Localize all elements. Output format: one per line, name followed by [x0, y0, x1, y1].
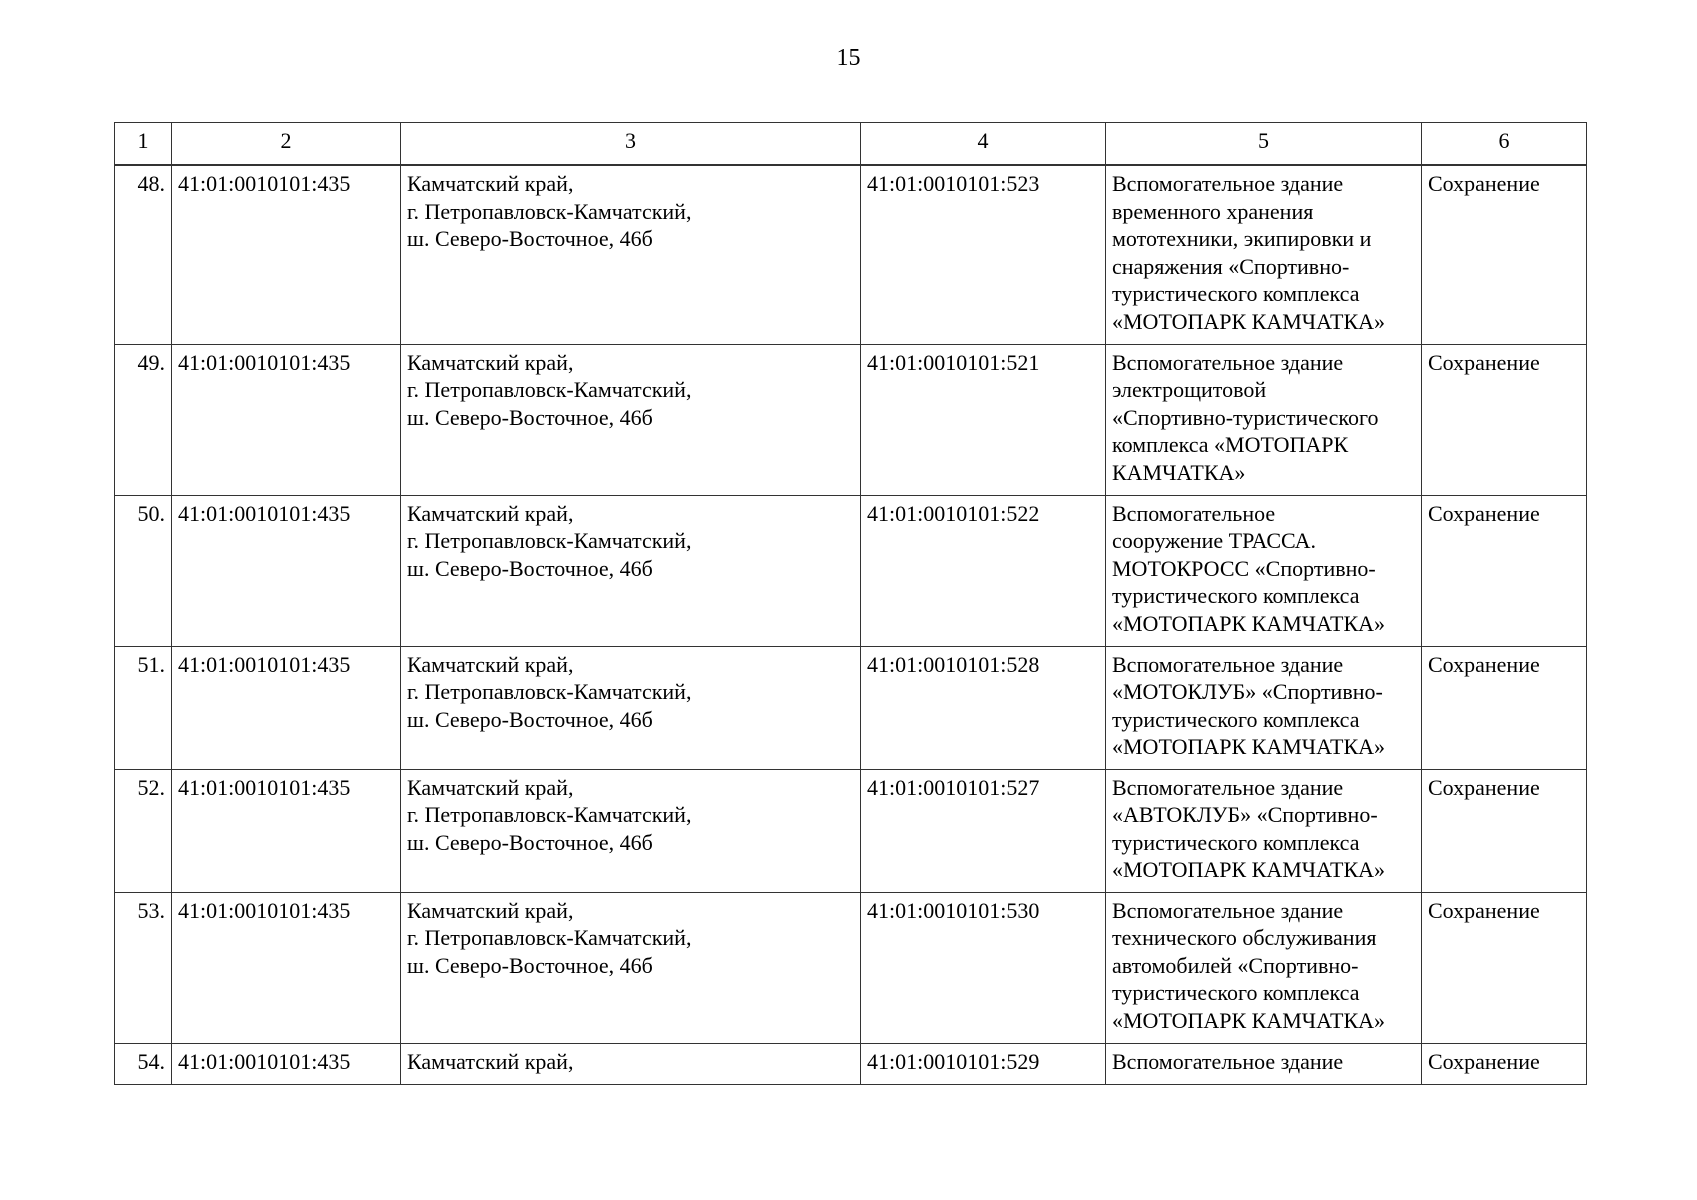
action-cell: Сохранение — [1422, 495, 1587, 646]
parcel-number-cell: 41:01:0010101:435 — [172, 769, 401, 892]
table-row — [115, 769, 1587, 892]
cell-line: Вспомогательное здание — [1112, 171, 1344, 196]
address-cell — [401, 646, 861, 769]
cell-line: туристического комплекса — [1112, 706, 1360, 732]
action-cell: Сохранение — [1422, 892, 1587, 1043]
cell-line: г. Петропавловск-Камчатский, — [407, 377, 692, 403]
table-header-row — [115, 123, 1587, 166]
address-cell — [401, 165, 861, 344]
object-name-cell — [1106, 344, 1422, 495]
column-header: 5 — [1106, 123, 1422, 166]
object-name-cell — [1106, 769, 1422, 892]
cell-line: ш. Северо-Восточное, 46б — [407, 952, 653, 978]
cell-line: комплекса «МОТОПАРК — [1112, 432, 1349, 458]
object-number-cell: 41:01:0010101:527 — [861, 769, 1106, 892]
cell-line: г. Петропавловск-Камчатский, — [407, 679, 692, 705]
object-name-cell — [1106, 646, 1422, 769]
row-number-cell: 53. — [115, 892, 172, 1043]
cell-line: Камчатский край, — [407, 651, 574, 677]
row-number-cell: 52. — [115, 769, 172, 892]
column-header: 6 — [1422, 123, 1587, 166]
address-cell — [401, 892, 861, 1043]
cell-line: «МОТОПАРК КАМЧАТКА» — [1112, 734, 1386, 760]
parcel-number-cell: 41:01:0010101:435 — [172, 1043, 401, 1084]
cell-line: Камчатский край, — [407, 774, 574, 800]
cell-line: Вспомогательное здание — [1112, 1048, 1344, 1074]
object-name-cell — [1106, 495, 1422, 646]
column-header: 1 — [115, 123, 172, 166]
action-cell: Сохранение — [1422, 769, 1587, 892]
object-number-cell: 41:01:0010101:522 — [861, 495, 1106, 646]
cell-line: ш. Северо-Восточное, 46б — [407, 829, 653, 855]
table-row — [115, 495, 1587, 646]
object-name-cell — [1106, 165, 1422, 344]
action-cell: Сохранение — [1422, 646, 1587, 769]
cell-line: сооружение ТРАССА. — [1112, 528, 1316, 554]
cell-line: «Спортивно-туристического — [1112, 404, 1379, 430]
action-cell: Сохранение — [1422, 1043, 1587, 1084]
cell-line: Вспомогательное здание — [1112, 651, 1344, 677]
cell-line: ш. Северо-Восточное, 46б — [407, 706, 653, 732]
page-number: 15 — [836, 45, 861, 71]
cell-line: ш. Северо-Восточное, 46б — [407, 226, 653, 252]
cell-line: электрощитовой — [1112, 377, 1267, 403]
table-row — [115, 165, 1587, 344]
cell-line: Камчатский край, — [407, 500, 574, 526]
cell-line: г. Петропавловск-Камчатский, — [407, 802, 692, 828]
row-number-cell: 50. — [115, 495, 172, 646]
address-cell — [401, 344, 861, 495]
object-name-cell — [1106, 1043, 1422, 1084]
cell-line: г. Петропавловск-Камчатский, — [407, 198, 692, 224]
cell-line: снаряжения «Спортивно- — [1112, 253, 1350, 279]
column-header: 2 — [172, 123, 401, 166]
cell-line: г. Петропавловск-Камчатский, — [407, 528, 692, 554]
row-number-cell: 49. — [115, 344, 172, 495]
parcel-number-cell: 41:01:0010101:435 — [172, 344, 401, 495]
cell-line: КАМЧАТКА» — [1112, 459, 1246, 485]
cell-line: «МОТОПАРК КАМЧАТКА» — [1112, 857, 1386, 883]
cell-line: туристического комплекса — [1112, 281, 1360, 307]
cell-line: мототехники, экипировки и — [1112, 226, 1372, 252]
address-cell — [401, 495, 861, 646]
cell-line: Вспомогательное здание — [1112, 349, 1344, 375]
table-row — [115, 646, 1587, 769]
cell-line: «МОТОПАРК КАМЧАТКА» — [1112, 1007, 1386, 1033]
object-number-cell: 41:01:0010101:523 — [861, 165, 1106, 344]
object-number-cell: 41:01:0010101:528 — [861, 646, 1106, 769]
cell-line: г. Петропавловск-Камчатский, — [407, 925, 692, 951]
cell-line: МОТОКРОСС «Спортивно- — [1112, 555, 1376, 581]
cell-line: технического обслуживания — [1112, 925, 1377, 951]
table-row — [115, 344, 1587, 495]
objects-table-body — [115, 123, 1587, 1085]
objects-table — [114, 122, 1587, 1085]
parcel-number-cell: 41:01:0010101:435 — [172, 892, 401, 1043]
object-number-cell: 41:01:0010101:530 — [861, 892, 1106, 1043]
object-name-cell — [1106, 892, 1422, 1043]
address-cell — [401, 1043, 861, 1084]
action-cell: Сохранение — [1422, 165, 1587, 344]
parcel-number-cell: 41:01:0010101:435 — [172, 646, 401, 769]
column-header: 3 — [401, 123, 861, 166]
cell-line: Камчатский край, — [407, 171, 574, 196]
table-row — [115, 892, 1587, 1043]
cell-line: ш. Северо-Восточное, 46б — [407, 555, 653, 581]
object-number-cell: 41:01:0010101:529 — [861, 1043, 1106, 1084]
cell-line: Камчатский край, — [407, 349, 574, 375]
object-number-cell: 41:01:0010101:521 — [861, 344, 1106, 495]
column-header: 4 — [861, 123, 1106, 166]
cell-line: Вспомогательное — [1112, 500, 1276, 526]
cell-line: туристического комплекса — [1112, 980, 1360, 1006]
cell-line: туристического комплекса — [1112, 583, 1360, 609]
action-cell: Сохранение — [1422, 344, 1587, 495]
cell-line: временного хранения — [1112, 198, 1314, 224]
cell-line: «МОТОКЛУБ» «Спортивно- — [1112, 679, 1383, 705]
row-number-cell: 54. — [115, 1043, 172, 1084]
cell-line: автомобилей «Спортивно- — [1112, 952, 1359, 978]
cell-line: ш. Северо-Восточное, 46б — [407, 404, 653, 430]
row-number-cell: 51. — [115, 646, 172, 769]
cell-line: «АВТОКЛУБ» «Спортивно- — [1112, 802, 1378, 828]
cell-line: «МОТОПАРК КАМЧАТКА» — [1112, 610, 1386, 636]
row-number-cell: 48. — [115, 165, 172, 344]
parcel-number-cell: 41:01:0010101:435 — [172, 495, 401, 646]
cell-line: Камчатский край, — [407, 897, 574, 923]
address-cell — [401, 769, 861, 892]
cell-line: «МОТОПАРК КАМЧАТКА» — [1112, 308, 1386, 334]
cell-line: Вспомогательное здание — [1112, 897, 1344, 923]
parcel-number-cell: 41:01:0010101:435 — [172, 165, 401, 344]
cell-line: Камчатский край, — [407, 1048, 574, 1074]
cell-line: Вспомогательное здание — [1112, 774, 1344, 800]
cell-line: туристического комплекса — [1112, 829, 1360, 855]
table-row — [115, 1043, 1587, 1084]
